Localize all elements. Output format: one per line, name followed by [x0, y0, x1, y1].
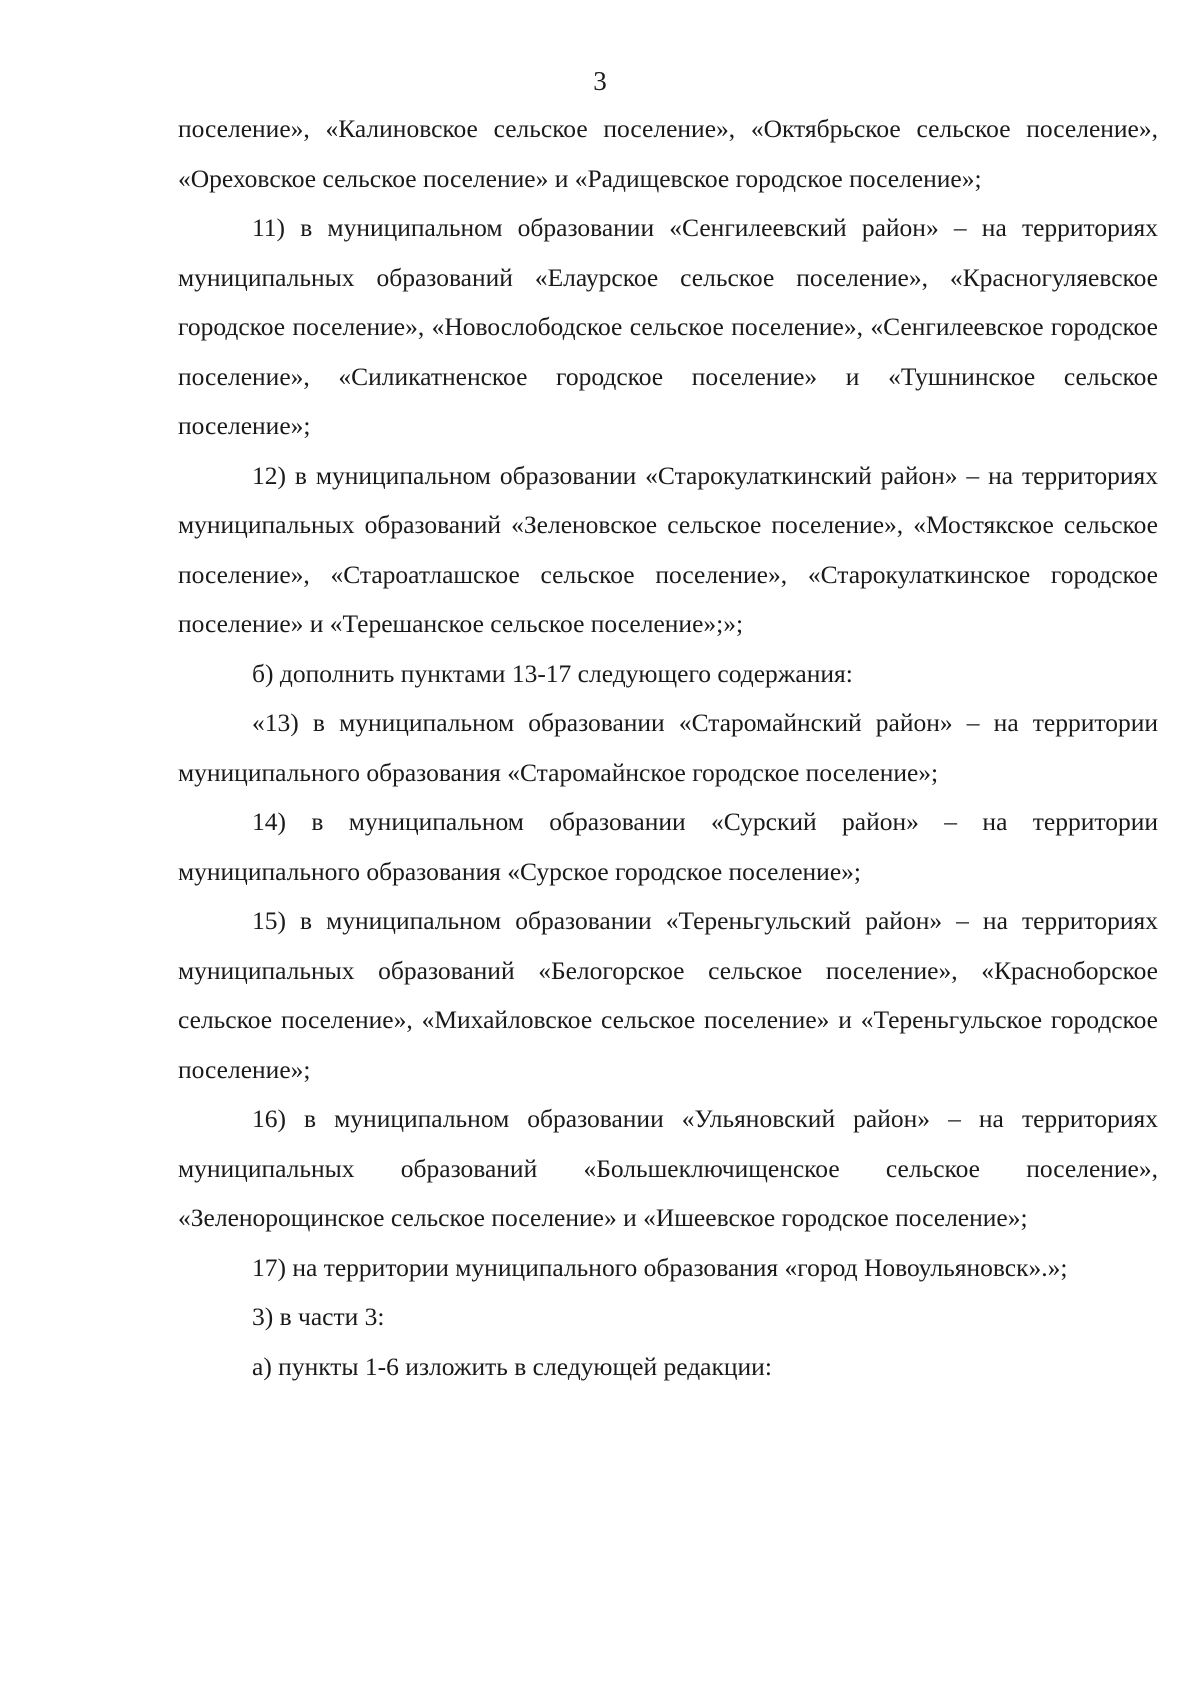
paragraph-item-16: 16) в муниципальном образовании «Ульяновский район» – на территориях муниципальных образований «Большеключищенское сельское поселение», «Зеленорощинское сельское поселение» и «Ишеевское городское поселение»;	[178, 1104, 1158, 1232]
paragraph-continuation: поселение», «Калиновское сельское поселение», «Октябрьское сельское поселение», «Ореховское сельское поселение» и «Радищевское городское поселение»;	[178, 114, 1158, 193]
paragraph-item-12: 12) в муниципальном образовании «Старокулаткинский район» – на территориях муниципальных образований «Зеленовское сельское поселение», «Мостякское сельское поселение», «Староатлашское сельское поселение», «Старокулаткинское городское поселение» и «Терешанское сельское поселение»;»;	[178, 460, 1158, 638]
paragraph-item-14: 14) в муниципальном образовании «Сурский район» – на территории муниципального образования «Сурское городское поселение»;	[178, 807, 1158, 886]
paragraph-part-3: 3) в части 3:	[252, 1302, 385, 1331]
document-body	[178, 104, 1158, 1391]
page-number: 3	[593, 66, 607, 96]
paragraph-item-11: 11) в муниципальном образовании «Сенгилеевский район» – на территориях муниципальных образований «Елаурское сельское поселение», «Красногуляевское городское поселение», «Новослободское сельское поселение», «Сенгилеевское городское поселение», «Силикатненское городское поселение» и «Тушнинское сельское поселение»;	[178, 213, 1158, 440]
paragraph-item-17: 17) на территории муниципального образования «город Новоульяновск».»;	[252, 1252, 1068, 1282]
paragraph-subitem-b: б) дополнить пунктами 13-17 следующего содержания:	[252, 658, 853, 688]
paragraph-subitem-a: а) пункты 1-6 изложить в следующей редакции:	[252, 1351, 772, 1381]
paragraph-item-13: «13) в муниципальном образовании «Старомайнский район» – на территории муниципального образования «Старомайнское городское поселение»;	[178, 708, 1158, 787]
paragraph-item-15: 15) в муниципальном образовании «Тереньгульский район» – на территориях муниципальных образований «Белогорское сельское поселение», «Красноборское сельское поселение», «Михайловское сельское поселение» и «Тереньгульское городское поселение»;	[178, 906, 1158, 1084]
